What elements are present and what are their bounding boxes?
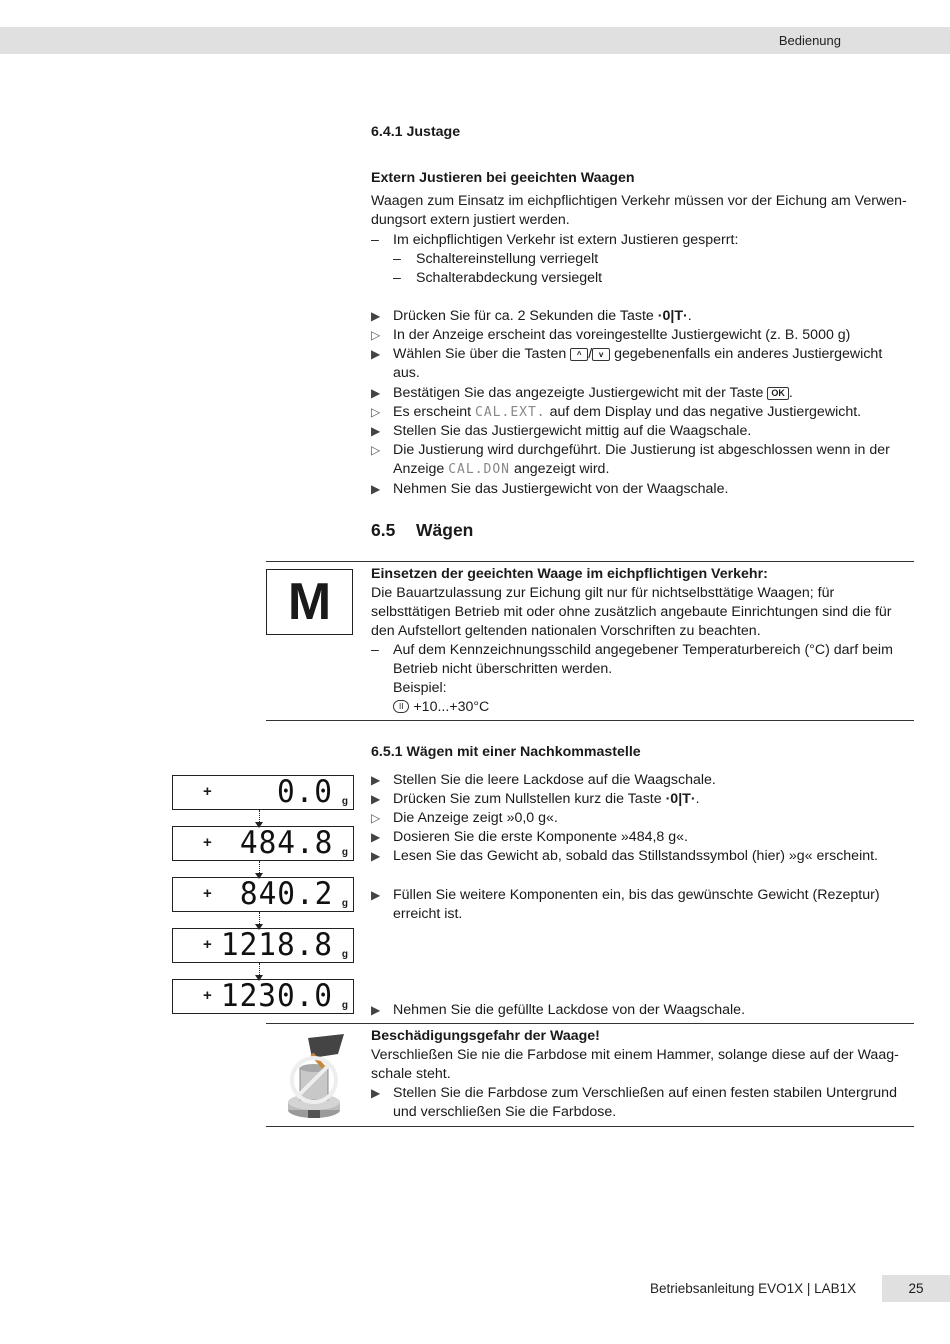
step-line: Füllen Sie weitere Komponenten ein, bis das gewünschte Gewicht (Rezeptur) <box>393 887 880 903</box>
result-marker-icon: ▷ <box>371 443 381 457</box>
result-marker-icon: ▷ <box>371 405 381 419</box>
note-line: II +10...+30°C <box>393 698 489 717</box>
warning-line: und verschließen Sie die Farbdose. <box>393 1104 617 1120</box>
step-line: Drücken Sie für ca. 2 Sekunden die Taste ·0|T·. <box>393 308 692 324</box>
scale-display: + 840.2 g <box>172 877 354 912</box>
step-line: Nehmen Sie das Justiergewicht von der Waagschale. <box>393 481 729 497</box>
note-title: Einsetzen der geeichten Waage im eichpflichtigen Verkehr: <box>371 566 768 582</box>
step-line: Nehmen Sie die gefüllte Lackdose von der Waagschale. <box>393 1002 746 1018</box>
heading-6-4-1: 6.4.1 Justage <box>371 124 461 140</box>
note-line: Die Bauartzulassung zur Eichung gilt nur für nichtselbsttätige Waagen; für <box>371 585 835 601</box>
note-line: Auf dem Kennzeichnungsschild angegebener Temperaturbereich (°C) darf beim <box>393 642 893 658</box>
up-key-icon: ^ <box>570 348 588 361</box>
step-line: Stellen Sie die leere Lackdose auf die Waagschale. <box>393 772 716 788</box>
result-line: Die Justierung wird durchgeführt. Die Justierung ist abgeschlossen wenn in der <box>393 442 890 458</box>
step-line: Bestätigen Sie das angezeigte Justiergewicht mit der Taste OK . <box>393 385 793 401</box>
dash-item: Schalterabdeckung versiegelt <box>416 270 603 286</box>
heading-6-5: 6.5 Wägen <box>371 520 474 540</box>
down-arrow-icon <box>259 810 265 826</box>
accuracy-class-icon: II <box>393 700 409 713</box>
action-marker-icon: ▶ <box>371 1003 381 1017</box>
note-line: Beispiel: <box>393 680 447 696</box>
note-line: Betrieb nicht überschritten werden. <box>393 661 613 677</box>
dash-marker: – <box>393 251 401 267</box>
result-line-cont: Anzeige CAL.DON angezeigt wird. <box>393 461 610 477</box>
action-marker-icon: ▶ <box>371 347 381 361</box>
rule <box>266 720 914 721</box>
scale-display: + 484.8 g <box>172 826 354 861</box>
down-arrow-icon <box>259 963 265 979</box>
warning-line: schale steht. <box>371 1066 451 1082</box>
result-line: Die Anzeige zeigt »0,0 g«. <box>393 810 558 826</box>
dash-marker: – <box>393 270 401 286</box>
footer-doc-title: Betriebsanleitung EVO1X | LAB1X <box>650 1281 857 1296</box>
action-marker-icon: ▶ <box>371 830 381 844</box>
ok-key-icon: OK <box>767 387 789 400</box>
dash-marker: – <box>371 642 379 658</box>
action-marker-icon: ▶ <box>371 482 381 496</box>
action-marker-icon: ▶ <box>371 424 381 438</box>
heading-6-5-1: 6.5.1 Wägen mit einer Nachkommastelle <box>371 744 641 760</box>
action-marker-icon: ▶ <box>371 888 381 902</box>
metrology-m-icon: M <box>266 569 353 635</box>
down-arrow-icon <box>259 912 265 928</box>
rule <box>266 1126 914 1127</box>
action-marker-icon: ▶ <box>371 849 381 863</box>
warning-line: Stellen Sie die Farbdose zum Verschließen auf einen festen stabilen Untergrund <box>393 1085 897 1101</box>
step-line: Dosieren Sie die erste Komponente »484,8 g«. <box>393 829 688 845</box>
action-marker-icon: ▶ <box>371 386 381 400</box>
action-marker-icon: ▶ <box>371 1086 381 1100</box>
step-line: Drücken Sie zum Nullstellen kurz die Taste ·0|T·. <box>393 791 700 807</box>
note-line: selbsttätigen Betrieb mit oder ohne zusätzlich angebaute Einrichtungen sind die für <box>371 604 892 620</box>
result-line: In der Anzeige erscheint das voreingestellte Justiergewicht (z. B. 5000 g) <box>393 327 851 343</box>
dash-marker: – <box>371 232 379 248</box>
down-arrow-icon <box>259 861 265 877</box>
step-line-cont: erreicht ist. <box>393 906 463 922</box>
action-marker-icon: ▶ <box>371 309 381 323</box>
step-line: Stellen Sie das Justiergewicht mittig auf die Waagschale. <box>393 423 752 439</box>
zero-tare-key-icon: ·0|T· <box>657 308 688 324</box>
rule <box>266 561 914 562</box>
warning-line: Verschließen Sie nie die Farbdose mit einem Hammer, solange diese auf der Waag- <box>371 1047 899 1063</box>
result-marker-icon: ▷ <box>371 328 381 342</box>
paragraph-line: Waagen zum Einsatz im eichpflichtigen Verkehr müssen vor der Eichung am Verwen- <box>371 193 907 209</box>
dash-item: Schaltereinstellung verriegelt <box>416 251 599 267</box>
paragraph-line: dungsort extern justiert werden. <box>371 212 570 228</box>
action-marker-icon: ▶ <box>371 792 381 806</box>
note-line: den Aufstellort geltenden nationalen Vorschriften zu beachten. <box>371 623 761 639</box>
scale-display: + 1230.0 g <box>172 979 354 1014</box>
down-key-icon: v <box>592 348 610 361</box>
subheading-extern-justieren: Extern Justieren bei geeichten Waagen <box>371 170 635 186</box>
result-marker-icon: ▷ <box>371 811 381 825</box>
warning-title: Beschädigungsgefahr der Waage! <box>371 1028 600 1044</box>
lcd-text-cal-don: CAL.DON <box>448 462 511 477</box>
step-line-cont: aus. <box>393 365 420 381</box>
step-line: Wählen Sie über die Tasten ^ / v gegebenenfalls ein anderes Justiergewicht <box>393 346 883 362</box>
section-title: Bedienung <box>778 33 841 48</box>
page-number: 25 <box>882 1275 950 1302</box>
scale-hammer-prohibited-icon <box>278 1030 354 1122</box>
header-bar <box>0 27 950 54</box>
step-line: Lesen Sie das Gewicht ab, sobald das Stillstandssymbol (hier) »g« erscheint. <box>393 848 878 864</box>
scale-display: + 1218.8 g <box>172 928 354 963</box>
result-line: Es erscheint CAL.EXT. auf dem Display und das negative Justiergewicht. <box>393 404 862 420</box>
lcd-text-cal-ext: CAL.EXT. <box>475 405 546 420</box>
action-marker-icon: ▶ <box>371 773 381 787</box>
dash-item: Im eichpflichtigen Verkehr ist extern Justieren gesperrt: <box>393 232 739 248</box>
rule <box>266 1023 914 1024</box>
scale-display: + 0.0 g <box>172 775 354 810</box>
zero-tare-key-icon: ·0|T· <box>665 791 696 807</box>
